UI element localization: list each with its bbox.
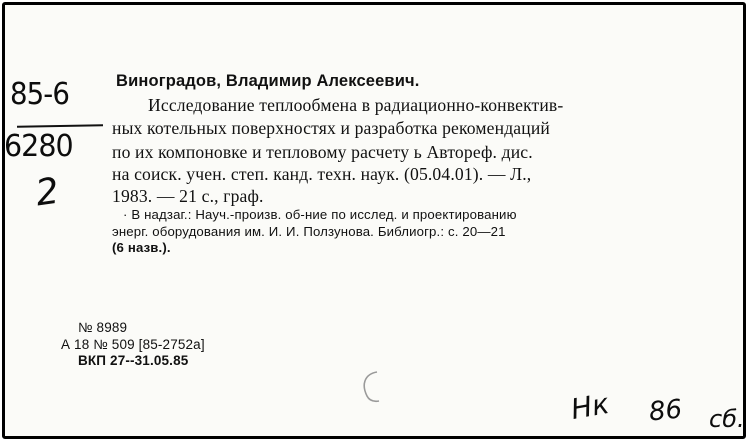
description-line-3: по их компоновке и тепловому расчету ь Автореф. дис.: [112, 142, 533, 162]
call-number-divider: [17, 124, 103, 128]
note-line-1: · В надзаг.: Науч.-произв. об-ние по исслед. и проектированию: [123, 207, 517, 222]
description-line-4: на соиск. учен. степ. канд. техн. наук. (05.04.01). — Л.,: [112, 164, 532, 184]
copy-mark: 2: [33, 170, 62, 215]
inventory-mark-1: Нк: [568, 386, 612, 427]
description-line-5: 1983. — 21 с., граф.: [112, 186, 264, 206]
faint-stamp-mark: [357, 368, 383, 404]
registration-number: № 8989: [78, 320, 128, 335]
inventory-mark-2: 86: [647, 394, 684, 428]
vkp-code: ВКП 27--31.05.85: [78, 353, 189, 368]
note-line-2: энерг. оборудования им. И. И. Ползунова. Библиогр.: с. 20—21: [112, 224, 506, 239]
description-line-1: Исследование теплообмена в радиационно-конвектив-: [148, 95, 564, 115]
call-number-top: 85-6: [10, 77, 69, 112]
author-heading: Виноградов, Владимир Алексеевич.: [116, 72, 420, 90]
description-line-2: ных котельных поверхностях и разработка рекомендаций: [112, 118, 550, 138]
catalog-card: [2, 2, 746, 439]
call-number-bottom: 6280: [4, 129, 73, 164]
note-line-3: (6 назв.).: [112, 240, 171, 255]
inventory-code: А 18 № 509 [85-2752а]: [61, 337, 205, 352]
inventory-mark-3: сб.: [709, 405, 745, 433]
